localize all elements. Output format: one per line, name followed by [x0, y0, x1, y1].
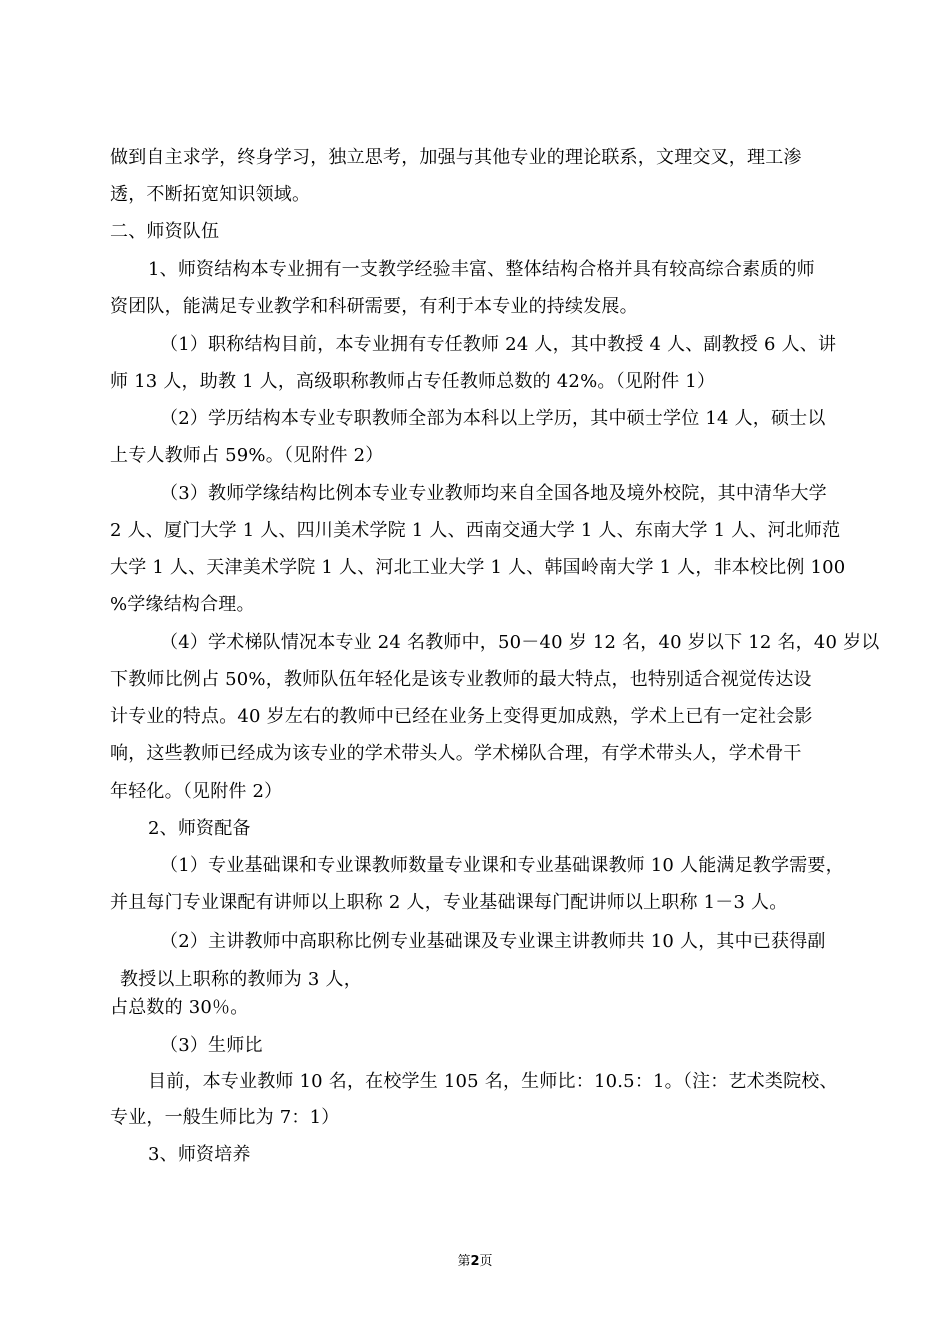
body-text-line: （1）职称结构目前，本专业拥有专任教师 24 人，其中教授 4 人、副教授 6 人、讲: [160, 334, 837, 355]
page-number-prefix: 第: [457, 1254, 471, 1269]
body-text-line: （3）教师学缘结构比例本专业专业教师均来自全国各地及境外校院，其中清华大学: [160, 483, 827, 504]
body-text-line: 做到自主求学，终身学习，独立思考，加强与其他专业的理论联系，文理交叉，理工渗: [110, 147, 802, 168]
body-text-line: 师 13 人，助教 1 人，高级职称教师占专任教师总数的 42%。（见附件 1）: [110, 371, 716, 392]
body-text-line: 下教师比例占 50%，教师队伍年轻化是该专业教师的最大特点，也特别适合视觉传达设: [110, 669, 812, 690]
body-text-line: 2 人、厦门大学 1 人、四川美术学院 1 人、西南交通大学 1 人、东南大学 1 人、河北师范: [110, 520, 841, 541]
section-heading: 二、师资队伍: [110, 221, 220, 242]
body-text-line: 专业，一般生师比为 7：1）: [110, 1107, 340, 1128]
body-text-line: （2）学历结构本专业专职教师全部为本科以上学历，其中硕士学位 14 人，硕士以: [160, 408, 826, 429]
body-text-line: 年轻化。（见附件 2）: [110, 781, 283, 802]
body-text-line: 上专人教师占 59%。（见附件 2）: [110, 445, 384, 466]
body-text-line: （4）学术梯队情况本专业 24 名教师中，50－40 岁 12 名，40 岁以下 12 名，40 岁以: [160, 632, 880, 653]
page-footer: [0, 1254, 950, 1270]
body-text-line: 并且每门专业课配有讲师以上职称 2 人，专业基础课每门配讲师以上职称 1－3 人。: [110, 892, 788, 913]
subsection-heading: 3、师资培养: [148, 1144, 251, 1165]
body-text-line: 响，这些教师已经成为该专业的学术带头人。学术梯队合理，有学术带头人，学术骨干: [110, 743, 802, 764]
subsection-heading: 2、师资配备: [148, 818, 251, 839]
page-number: 2: [470, 1254, 480, 1269]
page-number-suffix: 页: [479, 1254, 493, 1269]
body-text-line: 透，不断拓宽知识领域。: [110, 184, 311, 205]
body-text-line: 目前，本专业教师 10 名，在校学生 105 名，生师比：10.5：1。（注：艺术类院校、: [148, 1071, 838, 1092]
body-text-line: 教授以上职称的教师为 3 人，: [120, 969, 362, 990]
body-text-line: 大学 1 人、天津美术学院 1 人、河北工业大学 1 人、韩国岭南大学 1 人，非本校比例 100: [110, 557, 846, 578]
body-text-line: （2）主讲教师中高职称比例专业基础课及专业课主讲教师共 10 人，其中已获得副: [160, 931, 826, 952]
body-text-line: %学缘结构合理。: [110, 594, 255, 615]
subsection-heading: 1、师资结构本专业拥有一支教学经验丰富、整体结构合格并具有较高综合素质的师: [148, 259, 815, 280]
body-text-line: 计专业的特点。40 岁左右的教师中已经在业务上变得更加成熟，学术上已有一定社会影: [110, 706, 813, 727]
body-text-line: 占总数的 30％。: [110, 997, 249, 1018]
body-text-line: （1）专业基础课和专业课教师数量专业课和专业基础课教师 10 人能满足教学需要，: [160, 855, 844, 876]
body-text-line: （3）生师比: [160, 1035, 263, 1056]
body-text-line: 资团队，能满足专业教学和科研需要，有利于本专业的持续发展。: [110, 296, 638, 317]
